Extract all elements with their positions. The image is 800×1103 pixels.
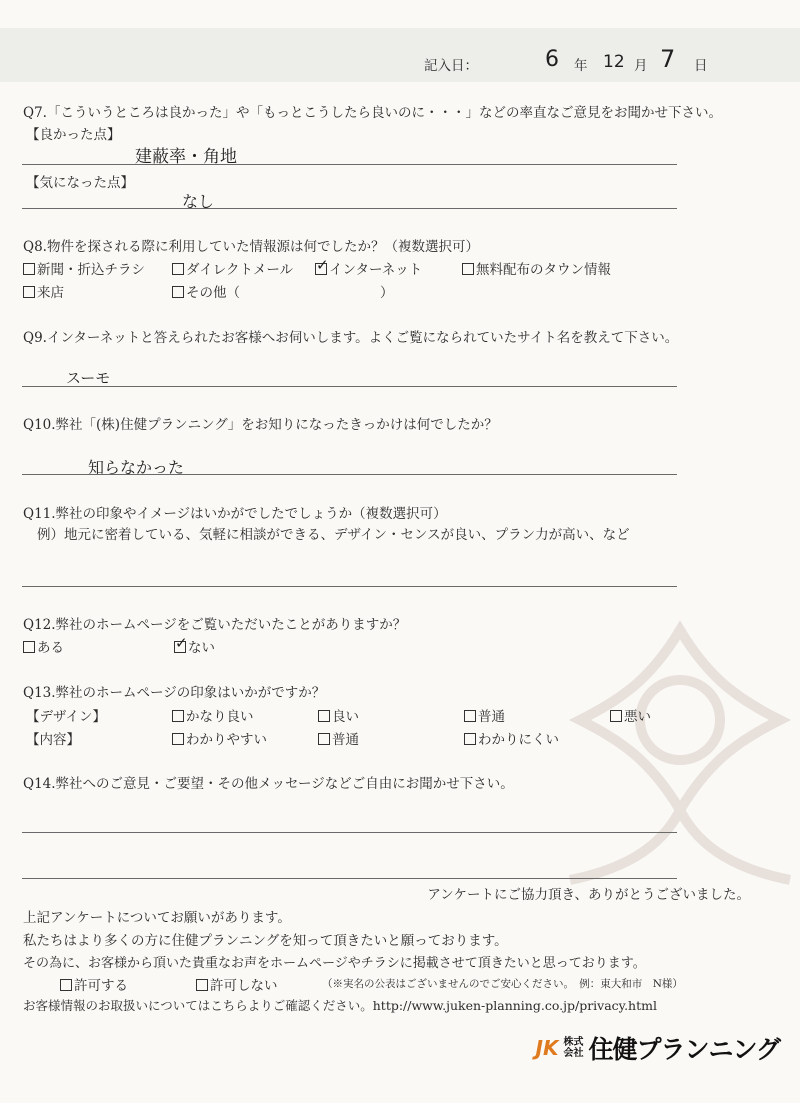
checkbox[interactable] xyxy=(23,286,35,298)
request-line-3: その為に、お客様から頂いた貴重なお声をホームページやチラシに掲載させて頂きたいと思っております。 xyxy=(23,956,646,971)
q9-answer-line xyxy=(22,386,677,387)
checkbox[interactable] xyxy=(464,733,476,745)
q13-design-normal[interactable]: 普通 xyxy=(464,705,505,725)
checkbox-checked[interactable] xyxy=(174,641,186,653)
checkbox[interactable] xyxy=(23,641,35,653)
q7-question: Q7.「こういうところは良かった」や「もっとこうしたら良いのに・・・」などの率直なご意見をお聞かせ下さい。 xyxy=(23,105,722,121)
q12-option-no[interactable]: ✓ ない xyxy=(174,636,215,656)
watermark-ornament xyxy=(560,610,800,930)
q14-question: Q14.弊社へのご意見・ご要望・その他メッセージなどご自由にお聞かせ下さい。 xyxy=(23,776,514,792)
q8-option-internet[interactable]: ✓ インターネット xyxy=(315,258,422,278)
date-month-value: 12 xyxy=(603,52,625,72)
q7-concern-line xyxy=(22,208,677,209)
logo-company-type: 株式 会社 xyxy=(563,1037,584,1059)
q8-question: Q8.物件を探される際に利用していた情報源は何でしたか？（複数選択可） xyxy=(23,239,479,255)
deny-option[interactable]: 許可しない xyxy=(196,974,278,994)
checkbox[interactable] xyxy=(196,979,208,991)
header-band xyxy=(0,28,800,82)
q10-answer: 知らなかった xyxy=(88,458,185,477)
checkbox[interactable] xyxy=(172,733,184,745)
q13-design-label: 【デザイン】 xyxy=(26,709,107,725)
q13-content-label: 【内容】 xyxy=(26,732,80,748)
q8-other-close: ） xyxy=(380,285,394,301)
checkbox[interactable] xyxy=(610,710,622,722)
thanks-message: アンケートにご協力頂き、ありがとうございました。 xyxy=(427,887,750,903)
checkbox[interactable] xyxy=(462,263,474,275)
q11-question: Q11.弊社の印象やイメージはいかがでしたでしょうか（複数選択可） xyxy=(23,506,447,522)
q8-option-direct-mail[interactable]: ダイレクトメール xyxy=(172,258,293,278)
date-label: 記入日： xyxy=(424,58,478,74)
request-line-1: 上記アンケートについてお願いがあります。 xyxy=(23,910,291,926)
logo-mark-icon: JK xyxy=(535,1036,559,1060)
q14-line-2 xyxy=(22,878,677,879)
anonymity-note: （※実名の公表はございませんのでご安心ください。 例：東大和市 N様） xyxy=(322,978,683,990)
q12-option-yes[interactable]: ある xyxy=(23,636,64,656)
q8-option-other[interactable]: その他（ xyxy=(172,281,240,301)
q7-good-line xyxy=(22,164,677,165)
checkbox[interactable] xyxy=(172,286,184,298)
checkbox[interactable] xyxy=(318,733,330,745)
q12-question: Q12.弊社のホームページをご覧いただいたことがありますか？ xyxy=(23,617,407,633)
q9-question: Q9.インターネットと答えられたお客様へお伺いします。よくご覧になられていたサイト名を教えて下さい。 xyxy=(23,330,679,346)
privacy-notice: お客様情報のお取扱いについてはこちらよりご確認ください。http://www.juken-planning.co.jp/privacy.html xyxy=(23,998,657,1013)
checkbox-checked[interactable] xyxy=(315,263,327,275)
q13-content-hard[interactable]: わかりにくい xyxy=(464,728,559,748)
q13-content-normal[interactable]: 普通 xyxy=(318,728,359,748)
checkbox[interactable] xyxy=(172,710,184,722)
q13-design-very-good[interactable]: かなり良い xyxy=(172,705,254,725)
q13-design-good[interactable]: 良い xyxy=(318,705,359,725)
checkbox[interactable] xyxy=(60,979,72,991)
q8-option-newspaper[interactable]: 新聞・折込チラシ xyxy=(23,258,145,278)
company-logo xyxy=(536,1030,780,1066)
q7-concern-label: 【気になった点】 xyxy=(26,175,134,191)
q9-answer: スーモ xyxy=(66,369,111,387)
date-year-unit: 年 xyxy=(574,58,588,74)
permit-option[interactable]: 許可する xyxy=(60,974,128,994)
date-year-value: 6 xyxy=(545,47,559,72)
q10-answer-line xyxy=(22,474,677,475)
q8-option-town-info[interactable]: 無料配布のタウン情報 xyxy=(462,258,611,278)
q13-design-bad[interactable]: 悪い xyxy=(610,705,651,725)
checkbox[interactable] xyxy=(318,710,330,722)
checkbox[interactable] xyxy=(23,263,35,275)
date-day-value: 7 xyxy=(660,45,676,73)
q11-example: 例）地元に密着している、気軽に相談ができる、デザイン・センスが良い、プラン力が高い、など xyxy=(37,527,630,543)
logo-company-name: 住健プランニング xyxy=(588,1035,780,1064)
checkbox[interactable] xyxy=(464,710,476,722)
q13-question: Q13.弊社のホームページの印象はいかがですか？ xyxy=(23,685,326,701)
q7-good-answer: 建蔽率・角地 xyxy=(135,147,237,167)
q14-line-1 xyxy=(22,832,677,833)
date-month-unit: 月 xyxy=(634,58,648,74)
q8-option-visit[interactable]: 来店 xyxy=(23,281,64,301)
q7-concern-answer: なし xyxy=(182,192,215,211)
q7-good-label: 【良かった点】 xyxy=(26,127,121,143)
date-day-unit: 日 xyxy=(694,58,708,74)
q11-answer-line xyxy=(22,586,677,587)
q10-question: Q10.弊社「(株)住健プランニング」をお知りになったきっかけは何でしたか？ xyxy=(23,417,498,433)
q13-content-easy[interactable]: わかりやすい xyxy=(172,728,267,748)
checkbox[interactable] xyxy=(172,263,184,275)
request-line-2: 私たちはより多くの方に住健プランニングを知って頂きたいと願っております。 xyxy=(23,933,508,949)
